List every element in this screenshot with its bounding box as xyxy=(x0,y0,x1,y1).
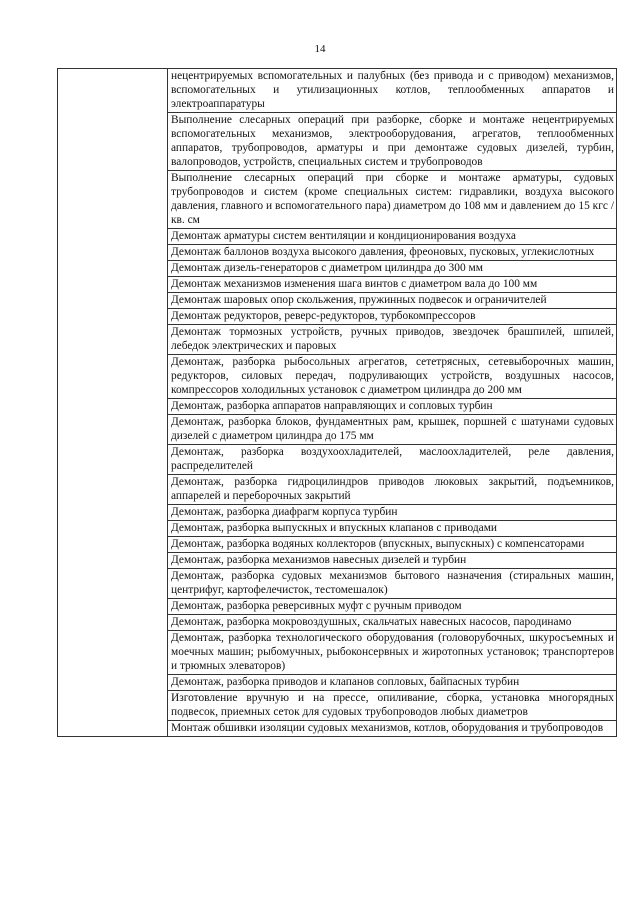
table-row: Изготовление вручную и на прессе, опиливание, сборка, установка многорядных подвесок, приемных сеток для судовых трубопроводов любых диаметров xyxy=(168,690,617,720)
table-row: Демонтаж, разборка выпускных и впускных клапанов с приводами xyxy=(168,520,617,536)
table-row: Демонтаж, разборка механизмов навесных дизелей и турбин xyxy=(168,552,617,568)
table-row: Демонтаж, разборка воздухоохладителей, маслоохладителей, реле давления, распределителей xyxy=(168,444,617,474)
table-row: Демонтаж, разборка рыбосольных агрегатов, сететрясных, сетевыборочных машин, редукторов, силовых передач, подруливающих устройств, воздушных насосов, компрессоров холодильных установок с диаметром цилиндра до 200 мм xyxy=(168,354,617,398)
table-row: Демонтаж, разборка блоков, фундаментных рам, крышек, поршней с шатунами судовых дизелей с диаметром цилиндра до 175 мм xyxy=(168,414,617,444)
table-row: Выполнение слесарных операций при сборке и монтаже арматуры, судовых трубопроводов и систем (кроме специальных систем: гидравлики, воздуха высокого давления, главного и вспомогательного пара) диаметром до 108 мм и давлением до 15 кгс / кв. см xyxy=(168,170,617,228)
table-row: нецентрируемых вспомогательных и палубных (без привода и с приводом) механизмов, вспомогательных и утилизационных котлов, теплообменных аппаратов и электроаппаратуры xyxy=(168,69,617,112)
table-row: Монтаж обшивки изоляции судовых механизмов, котлов, оборудования и трубопроводов xyxy=(168,720,617,736)
table-row: Демонтаж, разборка технологического оборудования (головорубочных, шкуросъемных и моечных машин; рыбомучных, рыбоконсервных и жиротопных установок; транспортеров и трюмных элеваторов) xyxy=(168,630,617,674)
table-row: Демонтаж, разборка судовых механизмов бытового назначения (стиральных машин, центрифуг, картофелечисток, тестомешалок) xyxy=(168,568,617,598)
table-row: Демонтаж, разборка диафрагм корпуса турбин xyxy=(168,504,617,520)
page-number: 14 xyxy=(314,43,326,55)
table-row: Выполнение слесарных операций при разборке, сборке и монтаже нецентрируемых вспомогательных механизмов, электрооборудования, агрегатов, теплообменных аппаратов, трубопроводов, арматуры и при демонтаже судовых дизелей, турбин, валопроводов, устройств, специальных систем и трубопроводов xyxy=(168,112,617,170)
table-row: Демонтаж тормозных устройств, ручных приводов, звездочек брашпилей, шпилей, лебедок электрических и паровых xyxy=(168,324,617,354)
table-row: Демонтаж, разборка мокровоздушных, скальчатых навесных насосов, пародинамо xyxy=(168,614,617,630)
table-row: Демонтаж баллонов воздуха высокого давления, фреоновых, пусковых, углекислотных xyxy=(168,244,617,260)
table-row: Демонтаж, разборка водяных коллекторов (впускных, выпускных) с компенсаторами xyxy=(168,536,617,552)
table-row: Демонтаж механизмов изменения шага винтов с диаметром вала до 100 мм xyxy=(168,276,617,292)
table-row: Демонтаж редукторов, реверс-редукторов, турбокомпрессоров xyxy=(168,308,617,324)
table-row: Демонтаж дизель-генераторов с диаметром цилиндра до 300 мм xyxy=(168,260,617,276)
table-row: Демонтаж, разборка реверсивных муфт с ручным приводом xyxy=(168,598,617,614)
table-row: Демонтаж шаровых опор скольжения, пружинных подвесок и ограничителей xyxy=(168,292,617,308)
table-row: Демонтаж арматуры систем вентиляции и кондиционирования воздуха xyxy=(168,228,617,244)
table-row: Демонтаж, разборка аппаратов направляющих и сопловых турбин xyxy=(168,398,617,414)
table-row: Демонтаж, разборка приводов и клапанов сопловых, байпасных турбин xyxy=(168,674,617,690)
work-table xyxy=(57,68,617,737)
table-row: Демонтаж, разборка гидроцилиндров приводов люковых закрытий, подъемников, аппарелей и переборочных закрытий xyxy=(168,474,617,504)
